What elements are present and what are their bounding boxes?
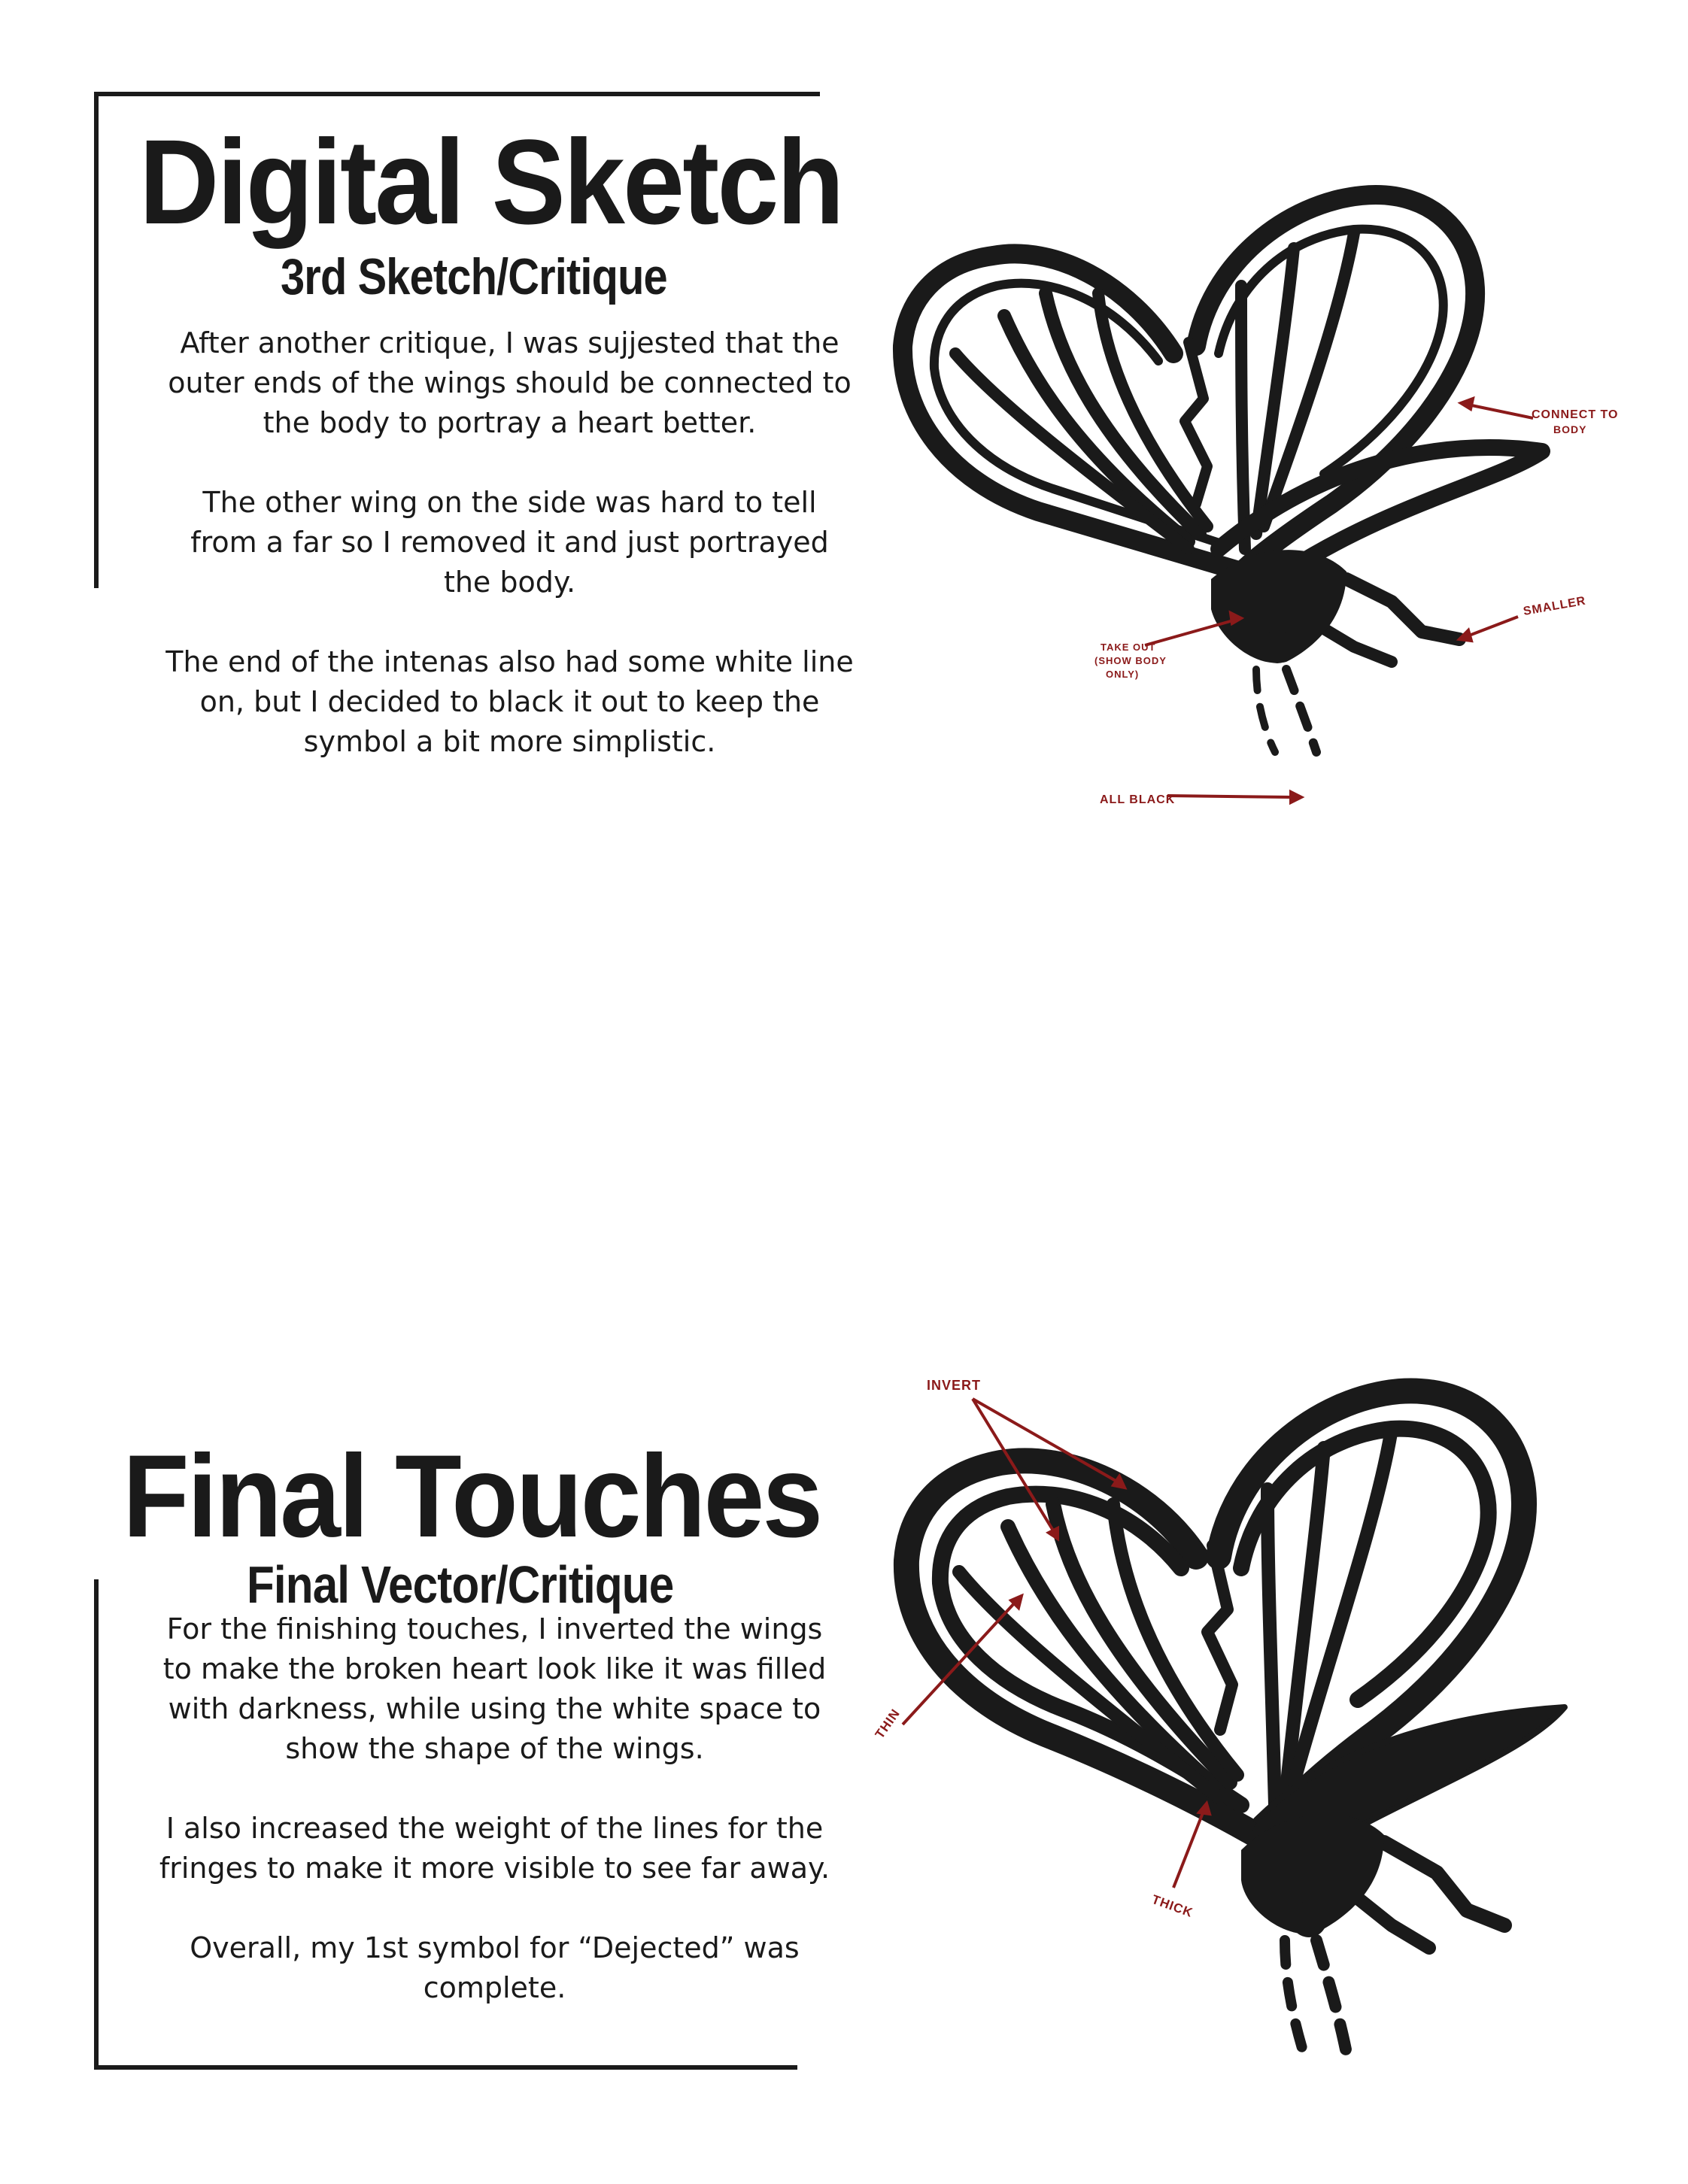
annotation-thick: THICK	[1149, 1891, 1195, 1921]
digital-sketch-description	[165, 323, 854, 762]
annotation-take-out: TAKE OUT	[1101, 642, 1156, 653]
annotation-all-black: ALL BLACK	[1100, 793, 1176, 806]
sketch-heart-moth-illustration	[865, 150, 1619, 827]
paragraph: I also increased the weight of the lines for the fringes to make it more visible to see far away.	[159, 1812, 830, 1885]
annotation-connect: BODY	[1553, 423, 1587, 435]
top-frame-side	[94, 92, 99, 588]
top-frame-line	[94, 92, 820, 96]
final-touches-subtitle: Final Vector/Critique	[247, 1555, 674, 1614]
final-heart-moth-illustration	[865, 1354, 1602, 2121]
bottom-frame-side	[94, 1579, 99, 2070]
bottom-frame-line	[94, 2065, 797, 2070]
final-touches-description	[150, 1609, 839, 2008]
paragraph: The other wing on the side was hard to tell from a far so I removed it and just portrayed the body.	[190, 486, 829, 599]
paragraph: After another critique, I was sujjested that the outer ends of the wings should be connected to the body to portray a heart better.	[168, 326, 852, 439]
final-touches-title: Final Touches	[123, 1431, 821, 1562]
digital-sketch-title: Digital Sketch	[139, 114, 842, 249]
paragraph: Overall, my 1st symbol for “Dejected” was complete.	[190, 1931, 800, 2004]
annotation-thin: THIN	[872, 1706, 903, 1742]
annotation-invert: INVERT	[927, 1378, 982, 1393]
paragraph: The end of the intenas also had some white line on, but I decided to black it out to keep the symbol a bit more simplistic.	[165, 645, 854, 758]
digital-sketch-subtitle: 3rd Sketch/Critique	[281, 248, 667, 305]
annotation-connect: CONNECT TO	[1532, 408, 1619, 421]
annotation-take-out: (SHOW BODY	[1094, 655, 1167, 666]
annotation-smaller: SMALLER	[1522, 594, 1587, 618]
annotation-take-out: ONLY)	[1106, 669, 1140, 680]
paragraph: For the finishing touches, I inverted the wings to make the broken heart look like it was filled with darkness, while using the white space to show the shape of the wings.	[162, 1612, 827, 1765]
